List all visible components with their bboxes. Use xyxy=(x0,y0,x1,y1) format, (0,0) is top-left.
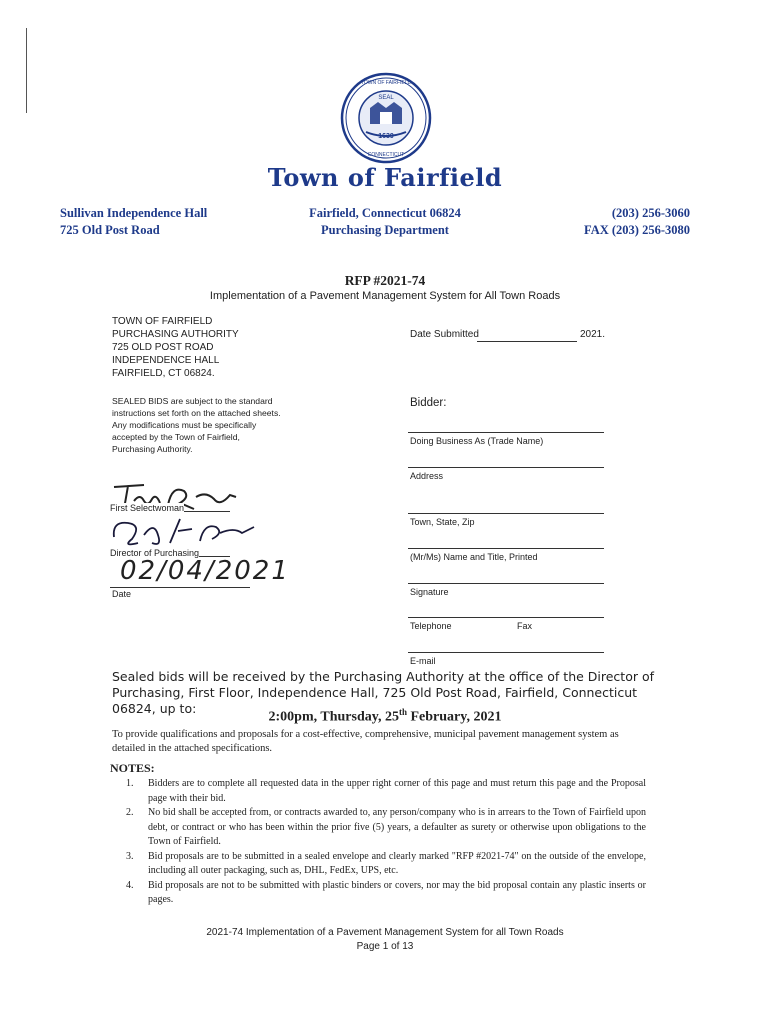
deadline-ordinal: th xyxy=(398,707,407,717)
note-number: 4. xyxy=(126,879,134,891)
page-number: Page 1 of 13 xyxy=(356,941,414,952)
purchasing-address xyxy=(112,315,239,380)
address-label: Address xyxy=(410,471,444,481)
bidder-field[interactable] xyxy=(408,432,604,433)
sealed-bids-note xyxy=(112,395,282,455)
dba-label: Doing Business As (Trade Name) xyxy=(410,436,544,446)
note-line: SEALED BIDS are subject to the standard xyxy=(112,396,273,406)
header-left-line1: Sullivan Independence Hall xyxy=(60,206,208,220)
date-label: Date xyxy=(112,589,132,599)
town-seal-icon xyxy=(340,72,432,164)
address-line: FAIRFIELD, CT 06824. xyxy=(112,368,215,379)
svg-text:1639: 1639 xyxy=(378,133,394,140)
notes-heading: NOTES: xyxy=(110,761,155,775)
header-left-line2: 725 Old Post Road xyxy=(60,223,160,237)
rfp-number: RFP #2021-74 xyxy=(344,273,426,288)
svg-text:TOWN OF FAIRFIELD: TOWN OF FAIRFIELD xyxy=(360,80,412,86)
header-right xyxy=(560,205,690,239)
town-state-zip-field[interactable] xyxy=(408,548,604,549)
header-center-line2: Purchasing Department xyxy=(321,223,449,237)
telephone-fax-field[interactable] xyxy=(408,652,604,653)
handwritten-date: 02/04/2021 xyxy=(120,556,290,586)
svg-text:SEAL: SEAL xyxy=(378,95,394,101)
name-title-label: (Mr/Ms) Name and Title, Printed xyxy=(410,552,538,562)
rfp-title: Implementation of a Pavement Management System for All Town Roads xyxy=(209,290,561,302)
first-selectwoman-label: First Selectwoman xyxy=(110,503,185,513)
dba-field[interactable] xyxy=(408,467,604,468)
note-line: accepted by the Town of Fairfield, xyxy=(112,432,240,442)
deadline-suffix: February, 2021 xyxy=(406,709,502,725)
note-text: Bid proposals are to be submitted in a sealed envelope and clearly marked "RFP #2021-74" on the outside of the envelope, including all outer packaging, such as, DHL, FedEx, UPS, etc. xyxy=(148,850,646,876)
note-line: Purchasing Authority. xyxy=(112,444,193,454)
deadline-prefix: 2:00pm, Thursday, 25 xyxy=(268,709,399,725)
name-title-field[interactable] xyxy=(408,583,604,584)
note-number: 3. xyxy=(126,850,134,862)
address-line: INDEPENDENCE HALL xyxy=(112,355,220,366)
footer-title: 2021-74 Implementation of a Pavement Management System for all Town Roads xyxy=(206,927,564,938)
address-line: PURCHASING AUTHORITY xyxy=(112,329,239,340)
telephone-label: Telephone xyxy=(410,621,452,631)
note-item xyxy=(126,777,646,806)
date-submitted-year: 2021. xyxy=(580,329,606,340)
date-submitted-label: Date Submitted xyxy=(410,329,479,340)
note-text: Bid proposals are not to be submitted with plastic binders or covers, nor may the bid proposal contain any plastic inserts or pages. xyxy=(148,879,646,905)
scan-edge-mark xyxy=(26,28,27,113)
note-number: 2. xyxy=(126,807,134,818)
address-line: 725 OLD POST ROAD xyxy=(112,342,214,353)
town-name-title: Town of Fairfield xyxy=(267,163,503,192)
header-center-line1: Fairfield, Connecticut 06824 xyxy=(309,206,461,220)
email-label: E-mail xyxy=(410,656,436,666)
date-signature-line xyxy=(110,587,250,588)
director-of-purchasing-label: Director of Purchasing xyxy=(110,548,200,558)
note-item xyxy=(126,879,646,908)
submission-instructions: Sealed bids will be received by the Purchasing Authority at the office of the Director of Purchasing, First Floor, Independence Hall, 725 Old Post Road, Fairfield, Connecticut 06824, up to: xyxy=(112,669,655,716)
note-text: No bid shall be accepted from, or contracts awarded to, any person/company who is in arrears to the Town of Fairfield upon debt, or contract or who has been within the prior five (5) years, a defaulter as surety or otherwise upon obligations to the Town of Fairfield. xyxy=(148,807,646,847)
address-line: TOWN OF FAIRFIELD xyxy=(112,316,213,327)
header-right-line1: (203) 256-3060 xyxy=(611,206,690,220)
purpose-statement: To provide qualifications and proposals for a cost-effective, comprehensive, municipal pavement management system as detailed in the attached specifications. xyxy=(112,729,619,754)
page-footer xyxy=(0,926,770,954)
svg-text:CONNECTICUT: CONNECTICUT xyxy=(367,152,405,158)
address-field[interactable] xyxy=(408,513,604,514)
note-text: Bidders are to complete all requested data in the upper right corner of this page and must return this page and the Proposal page with their bid. xyxy=(148,778,646,804)
note-item xyxy=(126,850,646,879)
date-submitted-field[interactable] xyxy=(477,341,577,342)
note-number: 1. xyxy=(126,778,134,789)
bidder-label: Bidder: xyxy=(410,397,447,409)
header-left xyxy=(60,205,207,239)
note-item xyxy=(126,806,646,850)
signature-label: Signature xyxy=(410,587,449,597)
header-center xyxy=(290,205,480,239)
town-state-zip-label: Town, State, Zip xyxy=(410,517,475,527)
bid-deadline xyxy=(0,707,770,726)
note-line: instructions set forth on the attached sheets. xyxy=(112,408,281,418)
fax-label: Fax xyxy=(517,621,533,631)
note-line: Any modifications must be specifically xyxy=(112,420,257,430)
signature-field[interactable] xyxy=(408,617,604,618)
notes-list xyxy=(126,777,646,908)
header-right-line2: FAX (203) 256-3080 xyxy=(584,223,690,237)
